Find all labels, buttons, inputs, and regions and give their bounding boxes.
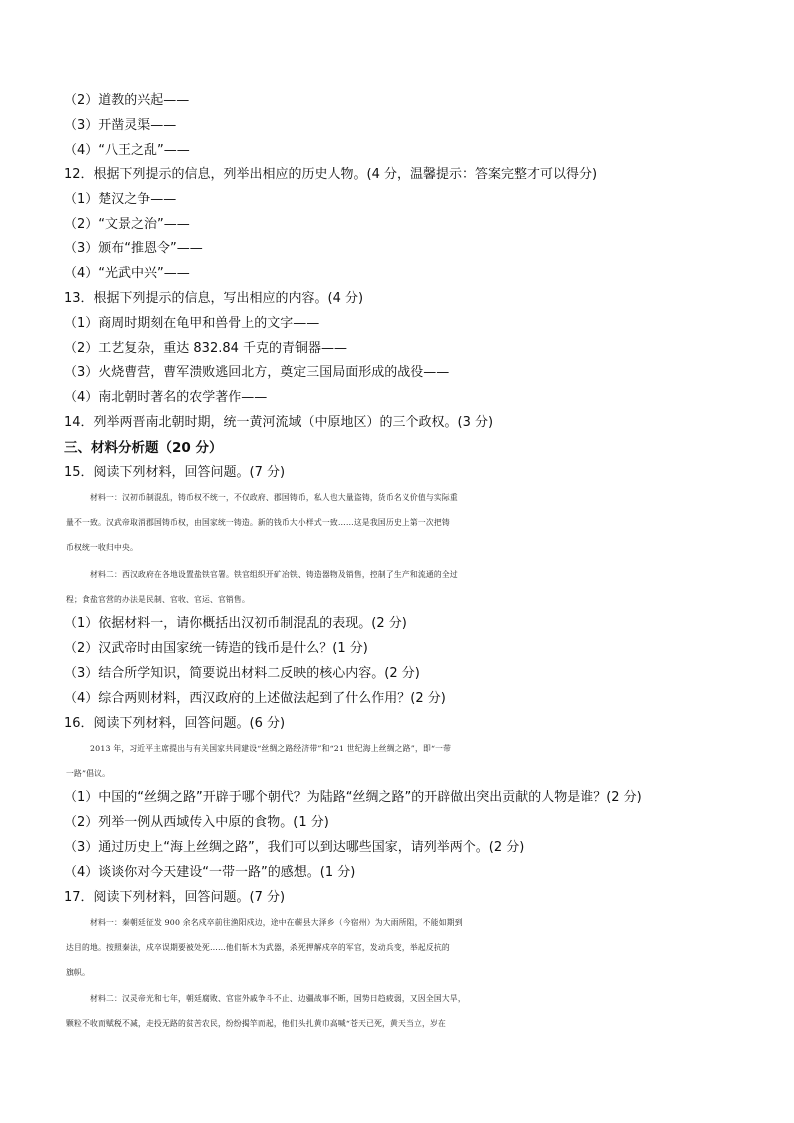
question-line: 14．列举两晋南北朝时期，统一黄河流域（中原地区）的三个政权。(3 分): [64, 415, 494, 430]
question-line: （3）开凿灵渠——: [64, 118, 177, 133]
question-line: 13．根据下列提示的信息，写出相应的内容。(4 分): [64, 291, 364, 306]
question-line: （1）商周时期刻在龟甲和兽骨上的文字——: [64, 316, 320, 331]
question-line: （3）火烧曹营，曹军溃败逃回北方，奠定三国局面形成的战役——: [64, 365, 450, 380]
question-line: 16．阅读下列材料，回答问题。(6 分): [64, 716, 286, 731]
question-line: （3）结合所学知识，简要说出材料二反映的核心内容。(2 分): [64, 666, 420, 681]
material-text: 材料一：秦朝廷征发 900 余名戍卒前往渔阳戍边，途中在蕲县大泽乡（今宿州）为大雨所阻，不能如期到: [90, 918, 463, 927]
question-line: （1）依据材料一，请你概括出汉初币制混乱的表现。(2 分): [64, 616, 407, 631]
question-line: （3）通过历史上“海上丝绸之路”，我们可以到达哪些国家，请列举两个。(2 分): [64, 840, 525, 855]
question-line: （4）南北朝时著名的农学著作——: [64, 390, 268, 405]
material-text: 旗帜。: [66, 968, 90, 977]
question-line: （1）中国的“丝绸之路”开辟于哪个朝代？为陆路“丝绸之路”的开辟做出突出贡献的人物是谁？(2 分): [64, 790, 642, 805]
question-line: 12．根据下列提示的信息，列举出相应的历史人物。(4 分，温馨提示：答案完整才可以得分): [64, 167, 598, 182]
material-text: 币权统一收归中央。: [66, 543, 138, 552]
material-text: 材料一：汉初币制混乱，铸币权不统一，不仅政府、郡国铸币，私人也大量盗铸，货币名义价值与实际重: [90, 493, 458, 502]
question-line: （2）“文景之治”——: [64, 217, 190, 232]
question-line: （1）楚汉之争——: [64, 192, 177, 207]
question-line: 15．阅读下列材料，回答问题。(7 分): [64, 465, 286, 480]
question-line: （3）颁布“推恩令”——: [64, 241, 203, 256]
question-line: 17．阅读下列材料，回答问题。(7 分): [64, 890, 286, 905]
material-text: 2013 年，习近平主席提出与有关国家共同建设“丝绸之路经济带”和“21 世纪海上丝绸之路”，即“一带: [90, 744, 452, 753]
question-line: （4）“八王之乱”——: [64, 143, 190, 158]
question-line: （2）工艺复杂，重达 832.84 千克的青铜器——: [64, 341, 348, 356]
material-text: 达目的地。按照秦法，戍卒误期要被处死……他们斩木为武器，杀死押解戍卒的军官，发动兵变，举起反抗的: [66, 943, 450, 952]
material-text: 一路”倡议。: [66, 769, 111, 778]
question-line: （2）道教的兴起——: [64, 93, 190, 108]
question-line: （2）汉武帝时由国家统一铸造的钱币是什么？(1 分): [64, 641, 368, 656]
material-text: 程；食盐官营的办法是民制、官收、官运、官销售。: [66, 595, 250, 604]
material-text: 量不一致。汉武帝取消郡国铸币权，由国家统一铸造。新的钱币大小样式一致……这是我国历史上第一次把铸: [66, 518, 450, 527]
question-line: （4）谈谈你对今天建设“一带一路”的感想。(1 分): [64, 865, 356, 880]
material-text: 材料二：汉灵帝光和七年，朝廷腐败、官宦外戚争斗不止、边疆战事不断，国势日趋疲弱，又因全国大旱，: [90, 994, 466, 1003]
section-heading: 三、材料分析题（20 分）: [64, 440, 223, 456]
material-text: 材料二：西汉政府在各地设置盐铁官署。铁官组织开矿冶铁、铸造器物及销售，控制了生产和流通的全过: [90, 570, 458, 579]
material-text: 颗粒不收而赋税不减，走投无路的贫苦农民，纷纷揭竿而起，他们头扎黄巾高喊“苍天已死，黄天当立，岁在: [66, 1019, 447, 1028]
question-line: （4）综合两则材料，西汉政府的上述做法起到了什么作用？(2 分): [64, 691, 446, 706]
question-line: （4）“光武中兴”——: [64, 266, 190, 281]
question-line: （2）列举一例从西域传入中原的食物。(1 分): [64, 815, 329, 830]
